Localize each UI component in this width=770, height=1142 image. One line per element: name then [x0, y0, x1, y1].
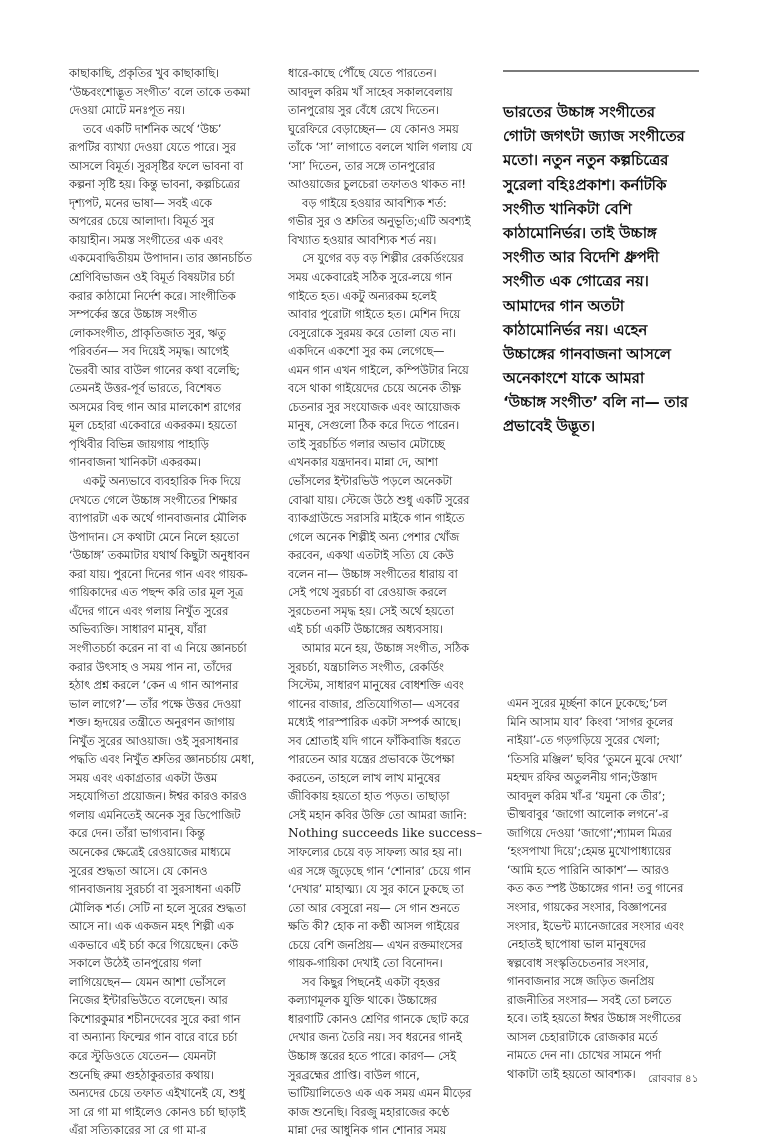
article-line: গাইতে হত। একটু অন্যরকম হলেই — [288, 288, 437, 303]
article-line: ব্যাকগ্রাউন্ডে সরাসরি মাইকে গান গাইতে — [288, 511, 465, 526]
article-line: ‘উচ্চবংশোদ্ভূত সংগীত’ বলে তাকে তকমা — [69, 84, 250, 99]
article-line: গানবাজনা খানিকটা একরকম। — [69, 455, 201, 470]
article-line: কত কত স্পষ্ট উচ্চাঙ্গের গান! তবু গানের — [507, 881, 684, 896]
article-line: সিস্টেম, সাধারণ মানুষের বোধশক্তি এবং — [288, 678, 464, 693]
article-line: সুরব্রহ্মের প্রাপ্তি। বাউল গানে, — [288, 1067, 420, 1082]
article-line: রাজনীতির সংসার— সবই তো চলতে — [507, 992, 672, 1007]
article-line: মধ্যেই পারস্পারিক একটা সম্পর্ক আছে। — [288, 715, 461, 730]
article-line: সংসার, গায়কের সংসার, বিজ্ঞাপনের — [507, 900, 667, 915]
article-line: গেলে অনেক শিল্পীই অন্য পেশার খোঁজ — [288, 529, 460, 544]
article-line: ভাটিয়ালিতেও এক এক সময় এমন মীড়ের — [288, 1086, 472, 1101]
article-line: আবার পুরোটা গাইতে হত। মেশিন দিয়ে — [288, 307, 461, 322]
article-line: পরিবর্তন— সব দিয়েই সমৃদ্ধ। আগেই — [69, 344, 229, 359]
article-line: অপরের চেয়ে আলাদা। বিমূর্ত সুর — [69, 214, 215, 229]
article-line: সংগীতচর্চা করেন না বা এ নিয়ে জ্ঞানচর্চা — [69, 640, 247, 655]
article-line: রূপটির ব্যাখ্যা দেওয়া যেতে পারে। সুর — [69, 140, 236, 155]
article-line: তেমনই উত্তর-পূর্ব ভারতে, বিশেষত — [69, 381, 221, 396]
article-line: মহম্মদ রফির অতুলনীয় গান;উস্তাদ — [507, 770, 658, 785]
article-line: বলেন না— উচ্চাঙ্গ সংগীতের ধারায় বা — [288, 566, 458, 581]
article-line: নিজের ইন্টারভিউতে বলেছেন। আর — [69, 993, 228, 1008]
pull-quote — [503, 100, 713, 439]
article-line: মিনি আসাম যাব’ কিংবা ‘সাগর কূলের — [507, 714, 673, 729]
article-line: এই চর্চা একটি উচ্চাঙ্গের অধ্যবসায়। — [288, 622, 443, 637]
article-line: সুরচর্চা, যন্ত্রচালিত সংগীত, রেকর্ডিং — [288, 659, 444, 674]
article-line: চেতনার সুর সংযোজক এবং আয়োজক — [288, 399, 460, 414]
pull-quote-rule — [503, 70, 699, 72]
pull-quote-line: সুরেলা বহিঃপ্রকাশ। কর্নাটকি — [503, 175, 667, 194]
article-line: মূল চেহারা একেবারে একরকম। হয়তো — [69, 418, 237, 433]
article-line: সব কিছুর পিছনেই একটা বৃহত্তর — [302, 974, 440, 989]
article-line: কাছাকাছি, প্রকৃতির খুব কাছাকাছি। — [69, 66, 219, 80]
article-line: জাগিয়ে দেওয়া ‘জাগো’;শ্যামল মিত্রর — [507, 825, 672, 840]
article-line: সুরচেতনা সমৃদ্ধ হয়। সেই অর্থে হয়তো — [288, 603, 454, 618]
article-line: ভাল লাগে?’— তাঁর পক্ষে উত্তর দেওয়া — [69, 696, 241, 711]
article-line: কিশোরকুমার শচীনদেবের সুরে করা গান — [69, 1011, 241, 1026]
pull-quote-line: উচ্চাঙ্গের গানবাজনা আসলে — [503, 344, 671, 363]
article-line: গায়ক-গায়িকা দেখাই তো বিনোদন। — [288, 956, 443, 971]
article-line: ধারণাটি কোনও শ্রেণির গানকে ছোট করে — [288, 1011, 469, 1026]
article-line: উচ্চাঙ্গ স্তরের হতে পারে। কারণ— সেই — [288, 1048, 456, 1063]
article-line: গলায় এমনিতেই অনেক সুর ডিপোজিট — [69, 807, 241, 822]
article-line: সেই পথে সুরচর্চা বা রেওয়াজ করলে — [288, 585, 447, 600]
article-line: নেহাতই ছাপোষা ভাল মানুষদের — [507, 937, 646, 952]
article-line: অভিব্যক্তি। সাধারণ মানুষ, যাঁরা — [69, 622, 207, 637]
article-line: শক্ত। হৃদয়ের তন্ত্রীতে অনুরণন জাগায় — [69, 715, 235, 730]
article-line: ব্যাপারটা এক অর্থে গানবাজনার মৌলিক — [69, 511, 247, 526]
article-line: গভীর সুর ও শ্রুতির অনুভূতি;এটি অবশ্যই — [288, 214, 471, 229]
article-line: পৃথিবীর বিভিন্ন জায়গায় পাহাড়ি — [69, 436, 209, 451]
article-line: সময় একেবারেই সঠিক সুরে-লয়ে গান — [288, 270, 453, 285]
article-line: সময় এবং একাগ্রতার একটা উত্তম — [69, 770, 218, 785]
article-line: এঁদের গানে এবং গলায় নিখুঁত সুরের — [69, 603, 229, 618]
pull-quote-line: প্রভাবেই উদ্ভূত। — [503, 417, 595, 436]
article-line: দেওয়া মোটে মনঃপূত নয়। — [69, 103, 185, 118]
article-line: ‘আমি হতে পারিনি আকাশ’— আরও — [507, 862, 669, 877]
article-line: সে যুগের বড় বড় শিল্পীর রেকর্ডিংয়ের — [302, 251, 464, 266]
article-line: তাঁকে ‘সা’ লাগাতে বললে খালি গলায় যে — [288, 140, 472, 155]
article-line: গানবাজনার সঙ্গে জড়িত জনপ্রিয় — [507, 974, 655, 989]
article-line: সা রে গা মা গাইলেও কোনও চর্চা ছাড়াই — [69, 1104, 246, 1119]
article-line: অসমের বিহু গান আর মালকোশ রাগের — [69, 399, 241, 414]
pull-quote-line: গোটা জগৎটা জ্যাজ সংগীতের — [503, 127, 685, 146]
article-line: আসে না। এক একজন মহৎ শিল্পী এক — [69, 919, 234, 934]
article-line: এর সঙ্গে জুড়েছে গান ‘শোনার’ চেয়ে গান — [288, 863, 471, 878]
pull-quote-line: কাঠামোনির্ভর। তাই উচ্চাঙ্গ — [503, 223, 657, 242]
article-line: এঁরা সত্যিকারের সা রে গা মা-র — [69, 1123, 207, 1138]
article-line: সংসার, ইভেন্ট ম্যানেজারের সংসার এবং — [507, 918, 684, 933]
pull-quote-line: সংগীত খানিকটা বেশি — [503, 199, 632, 218]
article-line: সকালে উঠেই তানপুরোয় গলা — [69, 956, 202, 971]
article-line: দৃশ্যপট, মনের ভাষা— সবই একে — [69, 195, 212, 210]
pull-quote-line: মতো। নতুন নতুন কল্পচিত্রের — [503, 151, 669, 170]
article-line: করা যায়। পুরনো দিনের গান এবং গায়ক- — [69, 566, 248, 581]
article-line: করে স্টুডিওতে যেতেন— যেমনটা — [69, 1048, 216, 1063]
article-line: একটু অন্যভাবে ব্যবহারিক দিক দিয়ে — [83, 474, 241, 489]
article-line: সম্পর্কের স্তরে উচ্চাঙ্গ সংগীত — [69, 307, 197, 322]
pull-quote-line: সংগীত এক গোত্রের নয়। — [503, 272, 649, 291]
article-line: দেখার জন্য তৈরি নয়। সব ধরনের গানই — [288, 1030, 462, 1045]
article-line: তাই সুরচর্চিত গলার অভাব মেটাচ্ছে — [288, 436, 445, 451]
article-line: হবে। তাই হয়তো ঈশ্বর উচ্চাঙ্গ সংগীতের — [507, 1011, 682, 1026]
article-line: বা অন্যান্য ফিল্মের গান বারে বারে চর্চা — [69, 1030, 238, 1045]
pull-quote-line: সংগীত আর বিদেশি ধ্রুপদী — [503, 248, 659, 267]
article-line: কল্পনা সৃষ্টি হয়। কিন্তু ভাবনা, কল্পচিত্রের — [69, 177, 240, 192]
article-line: করার উৎসাহ ও সময় পান না, তাঁদের — [69, 659, 232, 674]
article-line: আওয়াজের চুলচেরা তফাতও থাকত না! — [288, 177, 466, 192]
article-line: নামতে দেন না। চোখের সামনে পর্দা — [507, 1048, 662, 1063]
article-line: আসলে বিমূর্ত। সুরসৃষ্টির ফলে ভাবনা বা — [69, 158, 244, 173]
article-line: করে দেন। তাঁরা ভাগ্যবান। কিন্তু — [69, 826, 205, 841]
article-line: তানপুরোয় সুর বেঁধে রেখে দিতেন। — [288, 103, 439, 118]
article-line: বসে থাকা গাইয়েদের চেয়ে অনেক তীক্ষ্ণ — [288, 381, 461, 396]
article-line: দেখতে গেলে উচ্চাঙ্গ সংগীতের শিক্ষার — [69, 492, 238, 507]
article-line: গায়িকাদের এত পছন্দ করি তার মূল সূত্র — [69, 585, 244, 600]
article-line: ‘তিসরি মঞ্জিল’ ছবির ‘তুমনে মুঝে দেখা’ — [507, 751, 683, 766]
article-line: লোকসংগীত, প্রাকৃতিজাত সুর, ঋতু — [69, 325, 226, 340]
article-line: গানের বাজার, প্রতিযোগিতা— এসবের — [288, 696, 460, 711]
article-line: বিখ্যাত হওয়ার আবশ্যিক শর্ত নয়। — [288, 232, 437, 247]
article-line: শুনেছি রুমা গুহঠাকুরতার কথায়। — [69, 1067, 214, 1082]
article-line: ‘দেখার’ মাহাত্ম্য। যে সুর কানে ঢুকছে তা — [288, 882, 464, 897]
article-line: পারতেন আর যন্ত্রের প্রভাবকে উপেক্ষা — [288, 752, 455, 767]
article-line: নাইয়া’-তে গড়গড়িয়ে সুরের খেলা; — [507, 733, 660, 748]
article-line: ভীষ্মবাবুর ‘জাগো আলোক লগনে’-র — [507, 807, 669, 822]
article-line: এমন সুরের মূর্চ্ছনা কানে ঢুকেছে;‘চল — [507, 696, 668, 710]
pull-quote-line: অনেকাংশে যাকে আমরা — [503, 369, 645, 388]
article-column-2 — [288, 64, 493, 1140]
article-line: নিখুঁত সুরের আওয়াজ। ওই সুরসাধনার — [69, 733, 239, 748]
article-line: থাকাটা তাই হয়তো আবশ্যক। — [507, 1066, 636, 1081]
article-line: ক্ষতি কী? হোক না কণ্ঠী আসল গাইয়ের — [288, 919, 460, 934]
article-line: শ্রেণিবিভাজন ওই বিমূর্ত বিষয়টার চর্চা — [69, 270, 235, 285]
article-line: সহযোগিতা প্রয়োজন। ঈশ্বর কারও কারও — [69, 789, 247, 804]
article-line: আবদুল করিম খাঁ সাহেব সকালবেলায় — [288, 84, 453, 99]
pull-quote-line: কাঠামোনির্ভর নয়। এহেন — [503, 320, 648, 339]
article-column-3 — [507, 694, 712, 1083]
article-line: এখনকার যন্ত্রদানব। মান্না দে, আশা — [288, 455, 438, 470]
article-line: ধারে-কাছে পৌঁছে যেতে পারতেন। — [288, 66, 437, 80]
article-line: মৌলিক শর্ত। সেটি না হলে সুরের শুদ্ধতা — [69, 900, 246, 915]
article-line: লাগিয়েছেন— যেমন আশা ভোঁসলে — [69, 974, 226, 989]
article-line: পদ্ধতি এবং নিখুঁত শ্রুতির জ্ঞানচর্চায় মেধা, — [69, 752, 255, 767]
article-line: কাজ শুনেছি। বিরজু মহারাজের কণ্ঠে — [288, 1104, 450, 1119]
article-line: আসল চেহারাটাকে রোজকার মর্তে — [507, 1029, 658, 1044]
pull-quote-line: আমাদের গান অতটা — [503, 296, 624, 315]
article-line: উপাদান। সে কথাটা মেনে নিলে হয়তো — [69, 529, 239, 544]
article-line: চেয়ে বেশি জনপ্রিয়— এখন রক্তমাংসের — [288, 937, 463, 952]
article-line: ভৈরবী আর বাউল গানের কথা বলেছি; — [69, 362, 240, 377]
article-line: স্বল্পবোধ সংস্কৃতিচেতনার সংসার, — [507, 955, 649, 970]
pull-quote-line: ‘উচ্চাঙ্গ সংগীত’ বলি না— তার — [503, 393, 688, 412]
article-line: গানবাজনায় সুরচর্চা বা সুরসাধনা একটি — [69, 882, 241, 897]
article-line: বোঝা যায়। স্টেজে উঠে শুধু একটি সুরের — [288, 492, 470, 507]
article-line: মানুষ, সেগুলো ঠিক করে দিতে পারেন। — [288, 418, 459, 433]
page-folio: রোববার ৪১ — [648, 1073, 699, 1085]
article-line: জীবিকায় হয়তো হাত পড়ত। তাছাড়া — [288, 789, 450, 804]
article-line: হঠাৎ প্রশ্ন করলে ‘কেন এ গান আপনার — [69, 678, 239, 693]
article-line: বেসুরোকে সুরময় করে তোলা যেত না। — [288, 325, 456, 340]
article-line: সুরের শুদ্ধতা আসে। যে কোনও — [69, 863, 208, 878]
article-line: অন্যদের চেয়ে তফাত এইখানেই যে, শুধু — [69, 1086, 245, 1101]
article-line: আমার মনে হয়, উচ্চাঙ্গ সংগীত, সঠিক — [302, 640, 469, 655]
article-line: ‘উচ্চাঙ্গ’ তকমাটার যথার্থ কিছুটা অনুধাবন — [69, 548, 250, 563]
article-line: ভোঁসলের ইন্টারভিউ পড়লে অনেকটা — [288, 474, 453, 489]
article-line: মান্না দের আধুনিক গান শোনার সময় — [288, 1123, 447, 1138]
article-line: একদিনে একশো সুর কম লেগেছে— — [288, 344, 445, 359]
article-line: সাফল্যের চেয়ে বড় সাফল্য আর হয় না। — [288, 844, 462, 859]
article-line: একমেবাদ্বিতীয়ম উপাদান। তার জ্ঞানচর্চিত — [69, 251, 252, 266]
article-line: এমন গান এখন গাইলে, কম্পিউটার নিয়ে — [288, 362, 469, 377]
article-line: একভাবে এই চর্চা করে গিয়েছেন। কেউ — [69, 937, 238, 952]
article-line: তো আর বেসুরো নয়— সে গান শুনতে — [288, 900, 460, 915]
article-line: করতেন, তাহলে লাখ লাখ মানুষের — [288, 770, 441, 785]
article-line: Nothing succeeds like success– — [288, 826, 483, 841]
article-line: ‘সা’ দিতেন, তার সঙ্গে তানপুরোর — [288, 158, 435, 173]
article-line: ঘুরেফিরে বেড়াচ্ছেন— যে কোনও সময় — [288, 121, 459, 136]
article-line: সেই মহান কবির উক্তি তো আমরা জানি: — [288, 807, 467, 822]
article-column-1 — [69, 64, 274, 1140]
article-line: কায়াহীন। সমস্ত সংগীতের এক এবং — [69, 232, 224, 247]
article-line: কল্যাণমূলক যুক্তি থাকে। উচ্চাঙ্গের — [288, 993, 437, 1008]
article-line: বড় গাইয়ে হওয়ার আবশ্যিক শর্ত: — [302, 195, 447, 210]
article-line: করার কাঠামো নির্দেশ করে। সাংগীতিক — [69, 288, 236, 303]
article-line: অনেকের ক্ষেত্রেই রেওয়াজের মাধ্যমে — [69, 844, 231, 859]
pull-quote-line: ভারতের উচ্চাঙ্গ সংগীতের — [503, 103, 655, 121]
article-line: তবে একটি দার্শনিক অর্থে ‘উচ্চ’ — [83, 121, 222, 136]
article-line: করবেন, একথা এতটাই সত্যি যে কেউ — [288, 548, 454, 563]
article-line: ‘হংসপাখা দিয়ে’;হেমন্ত মুখোপাধ্যায়ের — [507, 844, 672, 859]
article-line: সব শ্রোতাই যদি গানে ফাঁকিবাজি ধরতে — [288, 733, 461, 748]
article-line: আবদুল করিম খাঁ-র ‘যমুনা কে তীর’; — [507, 788, 666, 803]
